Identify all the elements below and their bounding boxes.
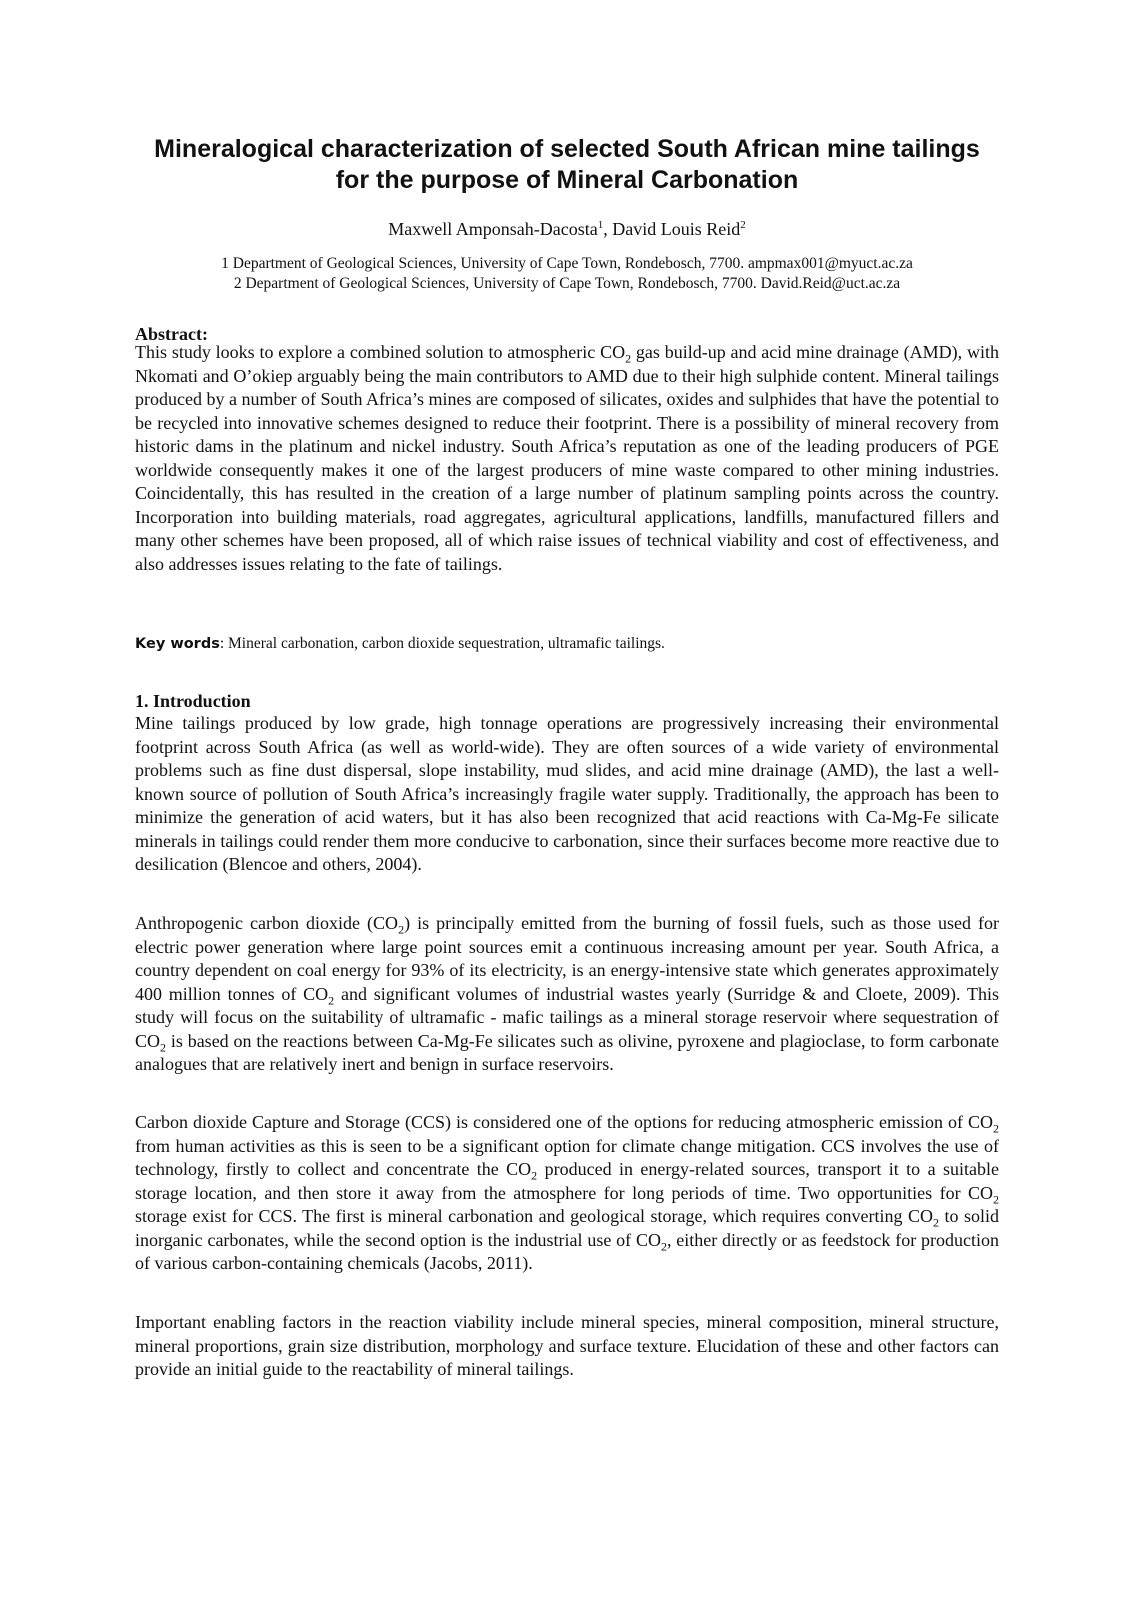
author-name: Maxwell Amponsah-Dacosta <box>388 219 598 239</box>
keywords-text: : Mineral carbonation, carbon dioxide sequestration, ultramafic tailings. <box>219 635 665 652</box>
intro-paragraph-1: Mine tailings produced by low grade, high tonnage operations are progressively increasing their environmental footprint across South Africa (as well as world-wide). They are often sources of a wide variety of environmental problems such as fine dust dispersal, slope instability, mud slides, and acid mine drainage (AMD), the last a well-known source of pollution of South Africa’s increasingly fragile water supply. Traditionally, the approach has been to minimize the generation of acid waters, but it has also been recognized that acid reactions with Ca-Mg-Fe silicate minerals in tailings could render them more conducive to carbonation, since their surfaces become more reactive due to desilication (Blencoe and others, 2004). <box>135 713 999 874</box>
author-separator: , <box>603 219 613 239</box>
intro-paragraph-2 <box>135 912 999 1077</box>
text-run: storage exist for CCS. The first is mineral carbonation and geological storage, which requires converting CO <box>135 1206 933 1226</box>
text-run: , either directly or as feedstock for production of various carbon-containing chemicals (Jacobs, 2011). <box>135 1229 999 1273</box>
text-run: Anthropogenic carbon dioxide (CO <box>135 913 399 933</box>
subscript: 2 <box>660 1239 667 1254</box>
subscript: 2 <box>625 351 632 366</box>
text-run: gas build-up and acid mine drainage (AMD), with Nkomati and O’okiep arguably being the main contributors to AMD due to their high sulphide content. Mineral tailings produced by a number of South Africa’s mines are composed of silicates, oxides and sulphides that have the potential to be recycled into innovative schemes designed to reduce their footprint. There is a possibility of mineral recovery from historic dams in the platinum and nickel industry. South Africa’s reputation as one of the leading producers of PGE worldwide consequently makes it one of the largest producers of mine waste compared to other mining industries. Coincidentally, this has resulted in the creation of a large number of platinum sampling points across the country. Incorporation into building materials, road aggregates, agricultural applications, landfills, manufactured fillers and many other schemes have been proposed, all of which raise issues of technical viability and cost of effectiveness, and also addresses issues relating to the fate of tailings. <box>135 342 999 574</box>
section-heading: 1. Introduction <box>135 691 251 711</box>
text-run: produced in energy-related sources, transport it to a suitable storage location, and then store it away from the atmosphere for long periods of time. Two opportunities for CO <box>135 1159 999 1203</box>
text-run: from human activities as this is seen to be a significant option for climate change mitigation. CCS involves the use of technology, firstly to collect and concentrate the CO <box>135 1135 999 1179</box>
subscript: 2 <box>328 993 335 1008</box>
subscript: 2 <box>531 1168 538 1183</box>
subscript: 2 <box>398 922 405 937</box>
text-run: This study looks to explore a combined solution to atmospheric CO <box>135 342 626 362</box>
text-run: is based on the reactions between Ca-Mg-Fe silicates such as olivine, pyroxene and plagioclase, to form carbonate analogues that are relatively inert and benign in surface reservoirs. <box>135 1030 999 1074</box>
keywords-line <box>135 634 999 654</box>
intro-paragraph-4: Important enabling factors in the reaction viability include mineral species, mineral composition, mineral structure, mineral proportions, grain size distribution, morphology and surface texture. Elucidation of these and other factors can provide an initial guide to the reactability of mineral tailings. <box>135 1312 999 1379</box>
text-run: Carbon dioxide Capture and Storage (CCS) is considered one of the options for reducing atmospheric emission of CO <box>135 1112 993 1132</box>
text-run: to solid inorganic carbonates, while the second option is the industrial use of CO <box>135 1206 999 1250</box>
subscript: 2 <box>160 1040 167 1055</box>
keywords-label: Key words <box>135 636 220 652</box>
abstract-paragraph <box>135 341 999 576</box>
author-name: David Louis Reid <box>612 219 741 239</box>
abstract-heading: Abstract: <box>135 324 208 344</box>
affiliation-line: 2 Department of Geological Sciences, University of Cape Town, Rondebosch, 7700. David.Reid@uct.ac.za <box>233 275 901 292</box>
text-run: ) is principally emitted from the burning of fossil fuels, such as those used for electric power generation where large point sources emit a continuous increasing amount per year. South Africa, a country dependent on coal energy for 93% of its electricity, is an energy-intensive state which generates approximately 400 million tonnes of CO <box>135 913 1000 1004</box>
text-run: and significant volumes of industrial wastes yearly (Surridge & and Cloete, 2009). This study will focus on the suitability of ultramafic - mafic tailings as a mineral storage reservoir where sequestration of CO <box>135 983 1000 1051</box>
affiliation-marker: 1 <box>597 219 604 231</box>
affiliation-line: 1 Department of Geological Sciences, University of Cape Town, Rondebosch, 7700. ampmax001@myuct.ac.za <box>221 255 913 272</box>
subscript: 2 <box>993 1121 999 1136</box>
paper-title: Mineralogical characterization of selected South African mine tailings for the purpose of Mineral Carbonation <box>154 135 980 194</box>
affiliations <box>135 254 999 294</box>
subscript: 2 <box>993 1192 999 1207</box>
affiliation-marker: 2 <box>740 219 746 231</box>
subscript: 2 <box>932 1215 939 1230</box>
intro-paragraph-3 <box>135 1111 999 1276</box>
author-line <box>135 218 999 240</box>
